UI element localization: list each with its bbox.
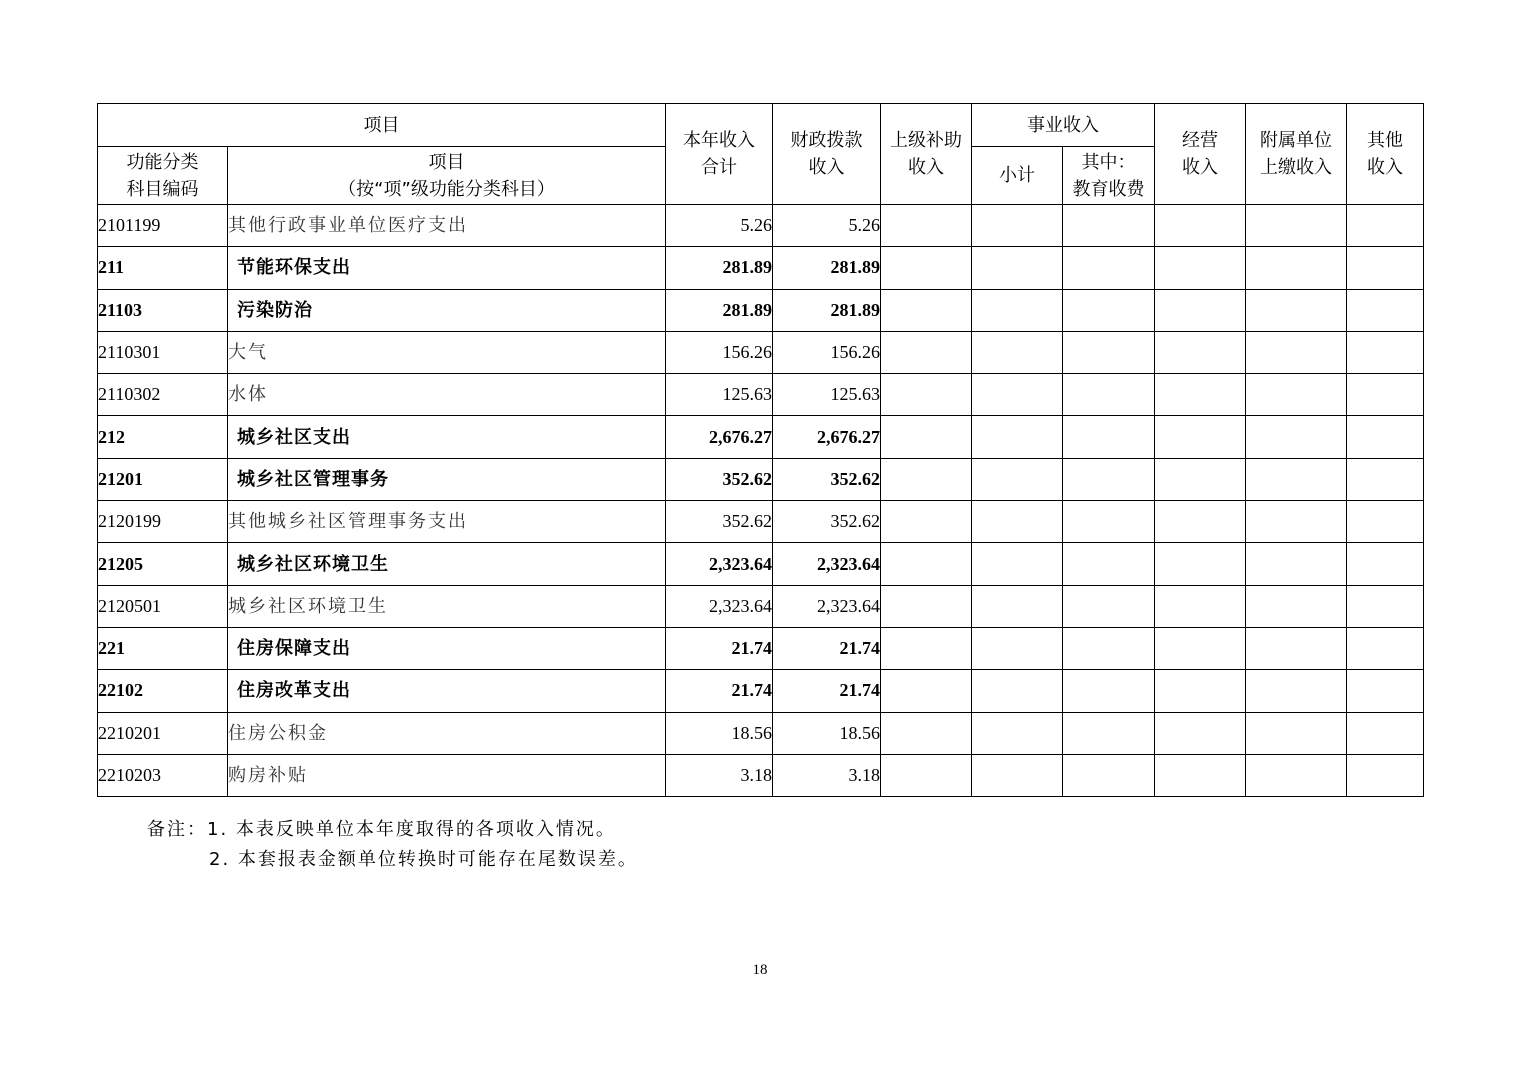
row-subtotal [972,205,1063,247]
row-name: 水体 [228,374,666,416]
row-code: 22102 [98,670,228,712]
row-operating [1155,247,1246,289]
row-affiliated [1246,416,1347,458]
row-subtotal [972,501,1063,543]
notes [147,815,638,875]
row-name: 节能环保支出 [228,247,666,289]
row-superior [881,247,972,289]
row-subtotal [972,289,1063,331]
row-total: 18.56 [666,712,773,754]
row-other [1347,670,1424,712]
row-name: 大气 [228,331,666,373]
row-code: 212 [98,416,228,458]
header-operating: 经营 收入 [1155,104,1246,205]
header-subtotal: 小计 [972,147,1063,205]
row-superior [881,331,972,373]
header-code: 功能分类 科目编码 [98,147,228,205]
row-total: 125.63 [666,374,773,416]
row-subtotal [972,712,1063,754]
table-row [98,331,1424,373]
table-row [98,627,1424,669]
note-1: 备注：1. 本表反映单位本年度取得的各项收入情况。 [147,819,616,840]
row-total: 3.18 [666,754,773,796]
header-item: 项目 （按“项”级功能分类科目） [228,147,666,205]
row-other [1347,543,1424,585]
row-total: 281.89 [666,289,773,331]
row-superior [881,543,972,585]
row-superior [881,458,972,500]
row-total: 21.74 [666,627,773,669]
row-superior [881,205,972,247]
row-code: 21205 [98,543,228,585]
header-fiscal: 财政拨款 收入 [773,104,881,205]
row-subtotal [972,374,1063,416]
row-operating [1155,627,1246,669]
table-row [98,374,1424,416]
row-other [1347,585,1424,627]
note-2: 2. 本套报表金额单位转换时可能存在尾数误差。 [209,849,638,870]
row-superior [881,374,972,416]
row-other [1347,416,1424,458]
row-edu-fee [1063,543,1155,585]
row-name: 其他城乡社区管理事务支出 [228,501,666,543]
row-total: 281.89 [666,247,773,289]
row-code: 21103 [98,289,228,331]
table-row [98,543,1424,585]
row-subtotal [972,670,1063,712]
row-total: 2,323.64 [666,585,773,627]
row-fiscal: 21.74 [773,670,881,712]
row-affiliated [1246,754,1347,796]
row-code: 2210201 [98,712,228,754]
row-affiliated [1246,458,1347,500]
row-superior [881,585,972,627]
row-edu-fee [1063,331,1155,373]
row-code: 2210203 [98,754,228,796]
row-superior [881,627,972,669]
row-name: 城乡社区支出 [228,416,666,458]
row-code: 221 [98,627,228,669]
table-row [98,712,1424,754]
row-total: 5.26 [666,205,773,247]
row-affiliated [1246,627,1347,669]
row-edu-fee [1063,458,1155,500]
row-fiscal: 3.18 [773,754,881,796]
row-operating [1155,585,1246,627]
row-edu-fee [1063,670,1155,712]
row-fiscal: 2,676.27 [773,416,881,458]
row-subtotal [972,754,1063,796]
row-subtotal [972,627,1063,669]
row-other [1347,289,1424,331]
row-affiliated [1246,374,1347,416]
row-affiliated [1246,289,1347,331]
table-row [98,247,1424,289]
header-affiliated: 附属单位 上缴收入 [1246,104,1347,205]
row-subtotal [972,247,1063,289]
row-operating [1155,543,1246,585]
row-other [1347,754,1424,796]
header-project: 项目 [98,104,666,147]
row-fiscal: 352.62 [773,501,881,543]
row-subtotal [972,585,1063,627]
row-other [1347,458,1424,500]
row-edu-fee [1063,374,1155,416]
table-row [98,585,1424,627]
row-other [1347,501,1424,543]
row-total: 352.62 [666,501,773,543]
row-other [1347,205,1424,247]
row-other [1347,712,1424,754]
row-affiliated [1246,205,1347,247]
row-code: 2110301 [98,331,228,373]
row-other [1347,247,1424,289]
row-name: 住房改革支出 [228,670,666,712]
row-edu-fee [1063,712,1155,754]
row-operating [1155,205,1246,247]
row-edu-fee [1063,416,1155,458]
row-operating [1155,374,1246,416]
row-superior [881,501,972,543]
row-superior [881,289,972,331]
row-affiliated [1246,331,1347,373]
table-row [98,205,1424,247]
row-total: 2,676.27 [666,416,773,458]
row-code: 2120199 [98,501,228,543]
row-operating [1155,458,1246,500]
row-operating [1155,416,1246,458]
row-fiscal: 281.89 [773,247,881,289]
row-affiliated [1246,670,1347,712]
row-affiliated [1246,501,1347,543]
row-superior [881,712,972,754]
row-total: 352.62 [666,458,773,500]
row-fiscal: 2,323.64 [773,585,881,627]
row-fiscal: 2,323.64 [773,543,881,585]
row-affiliated [1246,543,1347,585]
income-table [97,103,1424,797]
table-row [98,754,1424,796]
row-name: 城乡社区管理事务 [228,458,666,500]
row-code: 2120501 [98,585,228,627]
row-name: 住房保障支出 [228,627,666,669]
row-superior [881,416,972,458]
row-name: 其他行政事业单位医疗支出 [228,205,666,247]
row-total: 2,323.64 [666,543,773,585]
header-other: 其他 收入 [1347,104,1424,205]
row-operating [1155,712,1246,754]
row-name: 购房补贴 [228,754,666,796]
row-superior [881,754,972,796]
row-operating [1155,501,1246,543]
row-fiscal: 156.26 [773,331,881,373]
row-fiscal: 125.63 [773,374,881,416]
row-name: 城乡社区环境卫生 [228,543,666,585]
row-edu-fee [1063,754,1155,796]
row-code: 2110302 [98,374,228,416]
table-row [98,458,1424,500]
row-subtotal [972,543,1063,585]
row-fiscal: 281.89 [773,289,881,331]
row-edu-fee [1063,627,1155,669]
row-other [1347,627,1424,669]
row-code: 211 [98,247,228,289]
page-number: 18 [752,962,768,978]
row-code: 21201 [98,458,228,500]
row-subtotal [972,458,1063,500]
row-operating [1155,331,1246,373]
row-operating [1155,670,1246,712]
row-total: 156.26 [666,331,773,373]
row-fiscal: 18.56 [773,712,881,754]
header-total: 本年收入 合计 [666,104,773,205]
table-row [98,416,1424,458]
row-fiscal: 5.26 [773,205,881,247]
row-edu-fee [1063,585,1155,627]
header-superior: 上级补助 收入 [881,104,972,205]
row-edu-fee [1063,205,1155,247]
row-fiscal: 352.62 [773,458,881,500]
row-name: 住房公积金 [228,712,666,754]
row-edu-fee [1063,501,1155,543]
row-superior [881,670,972,712]
row-subtotal [972,416,1063,458]
table-row [98,501,1424,543]
row-affiliated [1246,712,1347,754]
row-code: 2101199 [98,205,228,247]
row-other [1347,374,1424,416]
row-edu-fee [1063,289,1155,331]
table-row [98,670,1424,712]
row-operating [1155,289,1246,331]
row-subtotal [972,331,1063,373]
header-edu-fee: 其中： 教育收费 [1063,147,1155,205]
table-body [98,205,1424,797]
row-affiliated [1246,247,1347,289]
row-name: 污染防治 [228,289,666,331]
row-name: 城乡社区环境卫生 [228,585,666,627]
table-row [98,289,1424,331]
row-other [1347,331,1424,373]
row-total: 21.74 [666,670,773,712]
header-business: 事业收入 [972,104,1155,147]
row-operating [1155,754,1246,796]
row-affiliated [1246,585,1347,627]
row-fiscal: 21.74 [773,627,881,669]
row-edu-fee [1063,247,1155,289]
